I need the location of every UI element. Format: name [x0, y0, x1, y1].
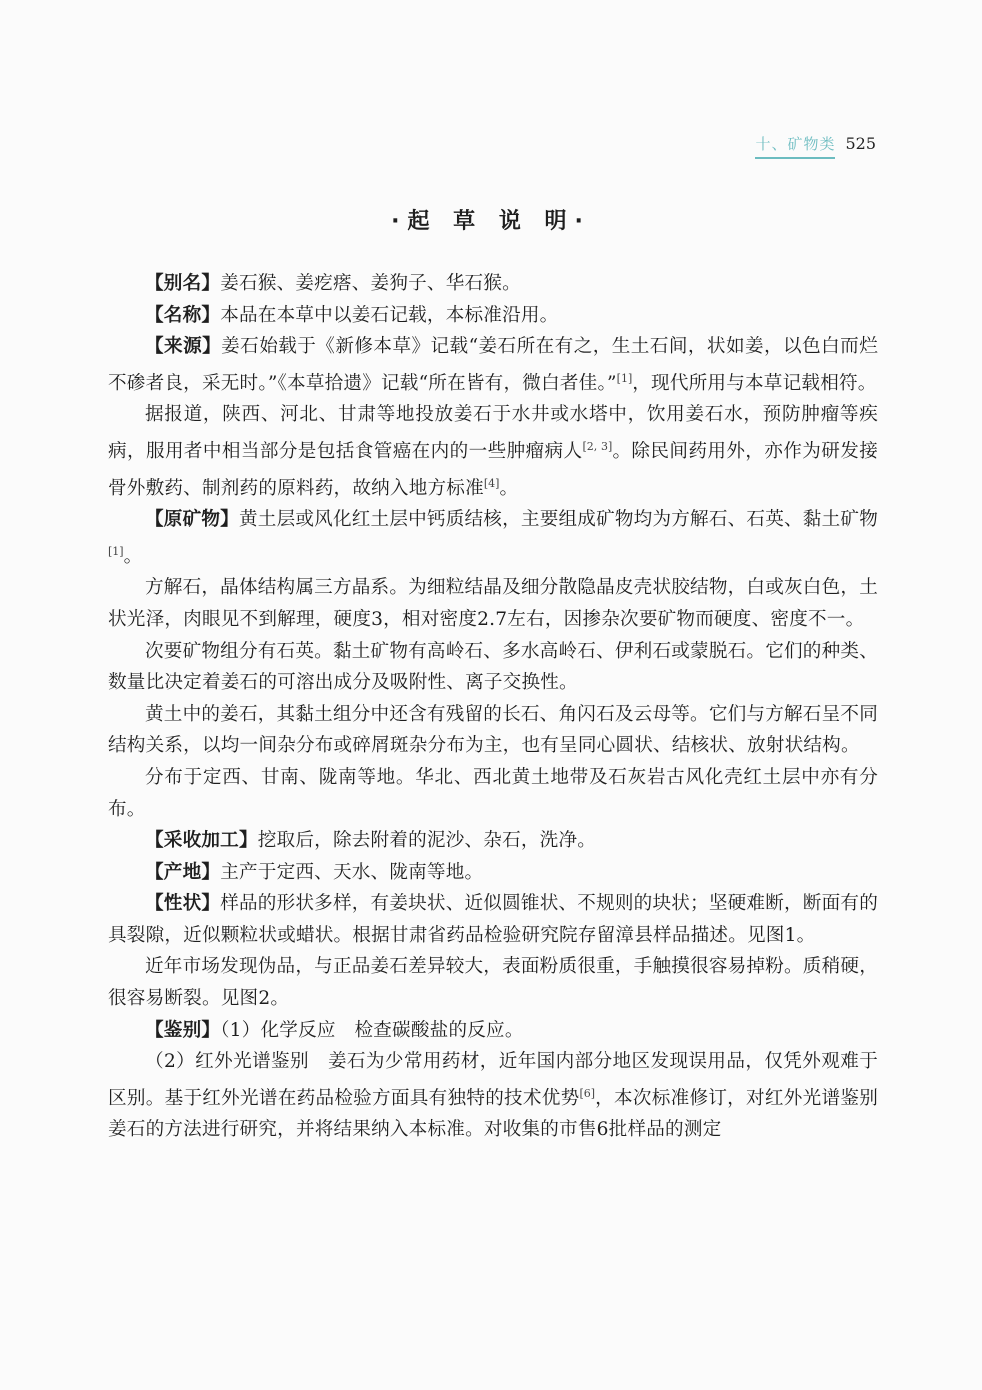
- paragraph-origin: [108, 857, 878, 889]
- section-name: 十、矿物类: [755, 133, 835, 159]
- citation-ref: [4]: [483, 476, 500, 490]
- paragraph-text: 分布于定西、甘南、陇南等地。华北、西北黄土地带及石灰岩古风化壳红土层中亦有分布。: [108, 766, 878, 820]
- paragraph-text: 。除民间药用外，亦作为研发接骨外敷药、制剂药的原料药，故纳入地方标准: [108, 440, 878, 499]
- paragraph-calcite: [108, 572, 878, 635]
- paragraph-report: [108, 399, 878, 504]
- paragraph-text: 。: [123, 545, 143, 567]
- label-processing: 【采收加工】: [145, 830, 258, 852]
- paragraph-text: 黄土层或风化红土层中钙质结核，主要组成矿物均为方解石、石英、黏土矿物: [238, 509, 878, 531]
- paragraph-properties: [108, 888, 878, 951]
- paragraph-text: 本品在本草中以姜石记载，本标准沿用。: [220, 304, 559, 326]
- paragraph-text: 近年市场发现伪品，与正品姜石差异较大，表面粉质很重，手触摸很容易掉粉。质稍硬，很容易断裂。见图2。: [108, 956, 878, 1010]
- paragraph-distribution: [108, 762, 878, 825]
- label-name: 【名称】: [145, 304, 221, 326]
- paragraph-text: 挖取后，除去附着的泥沙、杂石，洗净。: [257, 830, 597, 852]
- paragraph-text: 姜石猴、姜疙瘩、姜狗子、华石猴。: [220, 273, 521, 294]
- label-identification: 【鉴别】: [145, 1019, 221, 1041]
- citation-ref: [6]: [579, 1086, 596, 1100]
- paragraph-text: ，本次标准修订，对红外光谱鉴别姜石的方法进行研究，并将结果纳入本标准。对收集的市售6批样品的测定: [108, 1087, 878, 1141]
- page-number: 525: [845, 134, 876, 153]
- paragraph-name: [108, 300, 878, 332]
- paragraph-secondary-minerals: [108, 636, 878, 699]
- paragraph-text: 姜石始载于《新修本草》记载“姜石所在有之，生土石间，状如姜，以色白而烂不碜者良，采无时。”《本草拾遗》记载“所在皆有，微白者佳。”: [108, 336, 878, 394]
- paragraph-text: 次要矿物组分有石英。黏土矿物有高岭石、多水高岭石、伊利石或蒙脱石。它们的种类、数量比决定着姜石的可溶出成分及吸附性、离子交换性。: [108, 640, 878, 694]
- citation-ref: [1]: [108, 544, 124, 558]
- paragraph-loess: [108, 699, 878, 762]
- label-alias: 【别名】: [145, 273, 221, 294]
- paragraph-text: （1）化学反应 检查碳酸盐的反应。: [220, 1019, 524, 1041]
- label-mineral: 【原矿物】: [145, 509, 239, 531]
- paragraph-text: （2）红外光谱鉴别 姜石为少常用药材，近年国内部分地区发现误用品，仅凭外观难于区别。基于红外光谱在药品检验方面具有独特的技术优势: [108, 1051, 878, 1109]
- label-properties: 【性状】: [145, 893, 221, 915]
- body-text: [108, 268, 878, 1146]
- paragraph-text: ，现代所用与本草记载相符。: [632, 372, 877, 394]
- paragraph-source: [108, 331, 878, 399]
- running-head: [600, 133, 876, 159]
- paragraph-text: 样品的形状多样，有姜块状、近似圆锥状、不规则的块状；坚硬难断，断面有的具裂隙，近似颗粒状或蜡状。根据甘肃省药品检验研究院存留漳县样品描述。见图1。: [108, 893, 878, 946]
- paragraph-text: 主产于定西、天水、陇南等地。: [220, 861, 484, 883]
- paragraph-mineral: [108, 504, 878, 572]
- label-source: 【来源】: [145, 336, 222, 358]
- paragraph-text: 方解石，晶体结构属三方晶系。为细粒结晶及细分散隐晶皮壳状胶结物，白或灰白色，土状光泽，肉眼见不到解理，硬度3，相对密度2.7左右，因掺杂次要矿物而硬度、密度不一。: [108, 577, 878, 630]
- citation-ref: [1]: [616, 371, 633, 385]
- paragraph-counterfeit: [108, 951, 878, 1014]
- paragraph-text: 黄土中的姜石，其黏土组分中还含有残留的长石、角闪石及云母等。它们与方解石呈不同结构关系，以均一间杂分布或碎屑斑杂分布为主，也有呈同心圆状、结核状、放射状结构。: [108, 703, 878, 757]
- paragraph-processing: [108, 825, 878, 857]
- citation-ref: [2, 3]: [582, 439, 613, 453]
- paragraph-alias: [108, 268, 878, 300]
- paragraph-infrared: [108, 1046, 878, 1146]
- paragraph-identification: [108, 1015, 878, 1047]
- paragraph-text: 据报道，陕西、河北、甘肃等地投放姜石于水井或水塔中，饮用姜石水，预防肿瘤等疾病，服用者中相当部分是包括食管癌在内的一些肿瘤病人: [108, 404, 878, 462]
- label-origin: 【产地】: [145, 861, 221, 883]
- paragraph-text: 。: [499, 477, 519, 499]
- document-title: ·起 草 说 明·: [391, 209, 591, 234]
